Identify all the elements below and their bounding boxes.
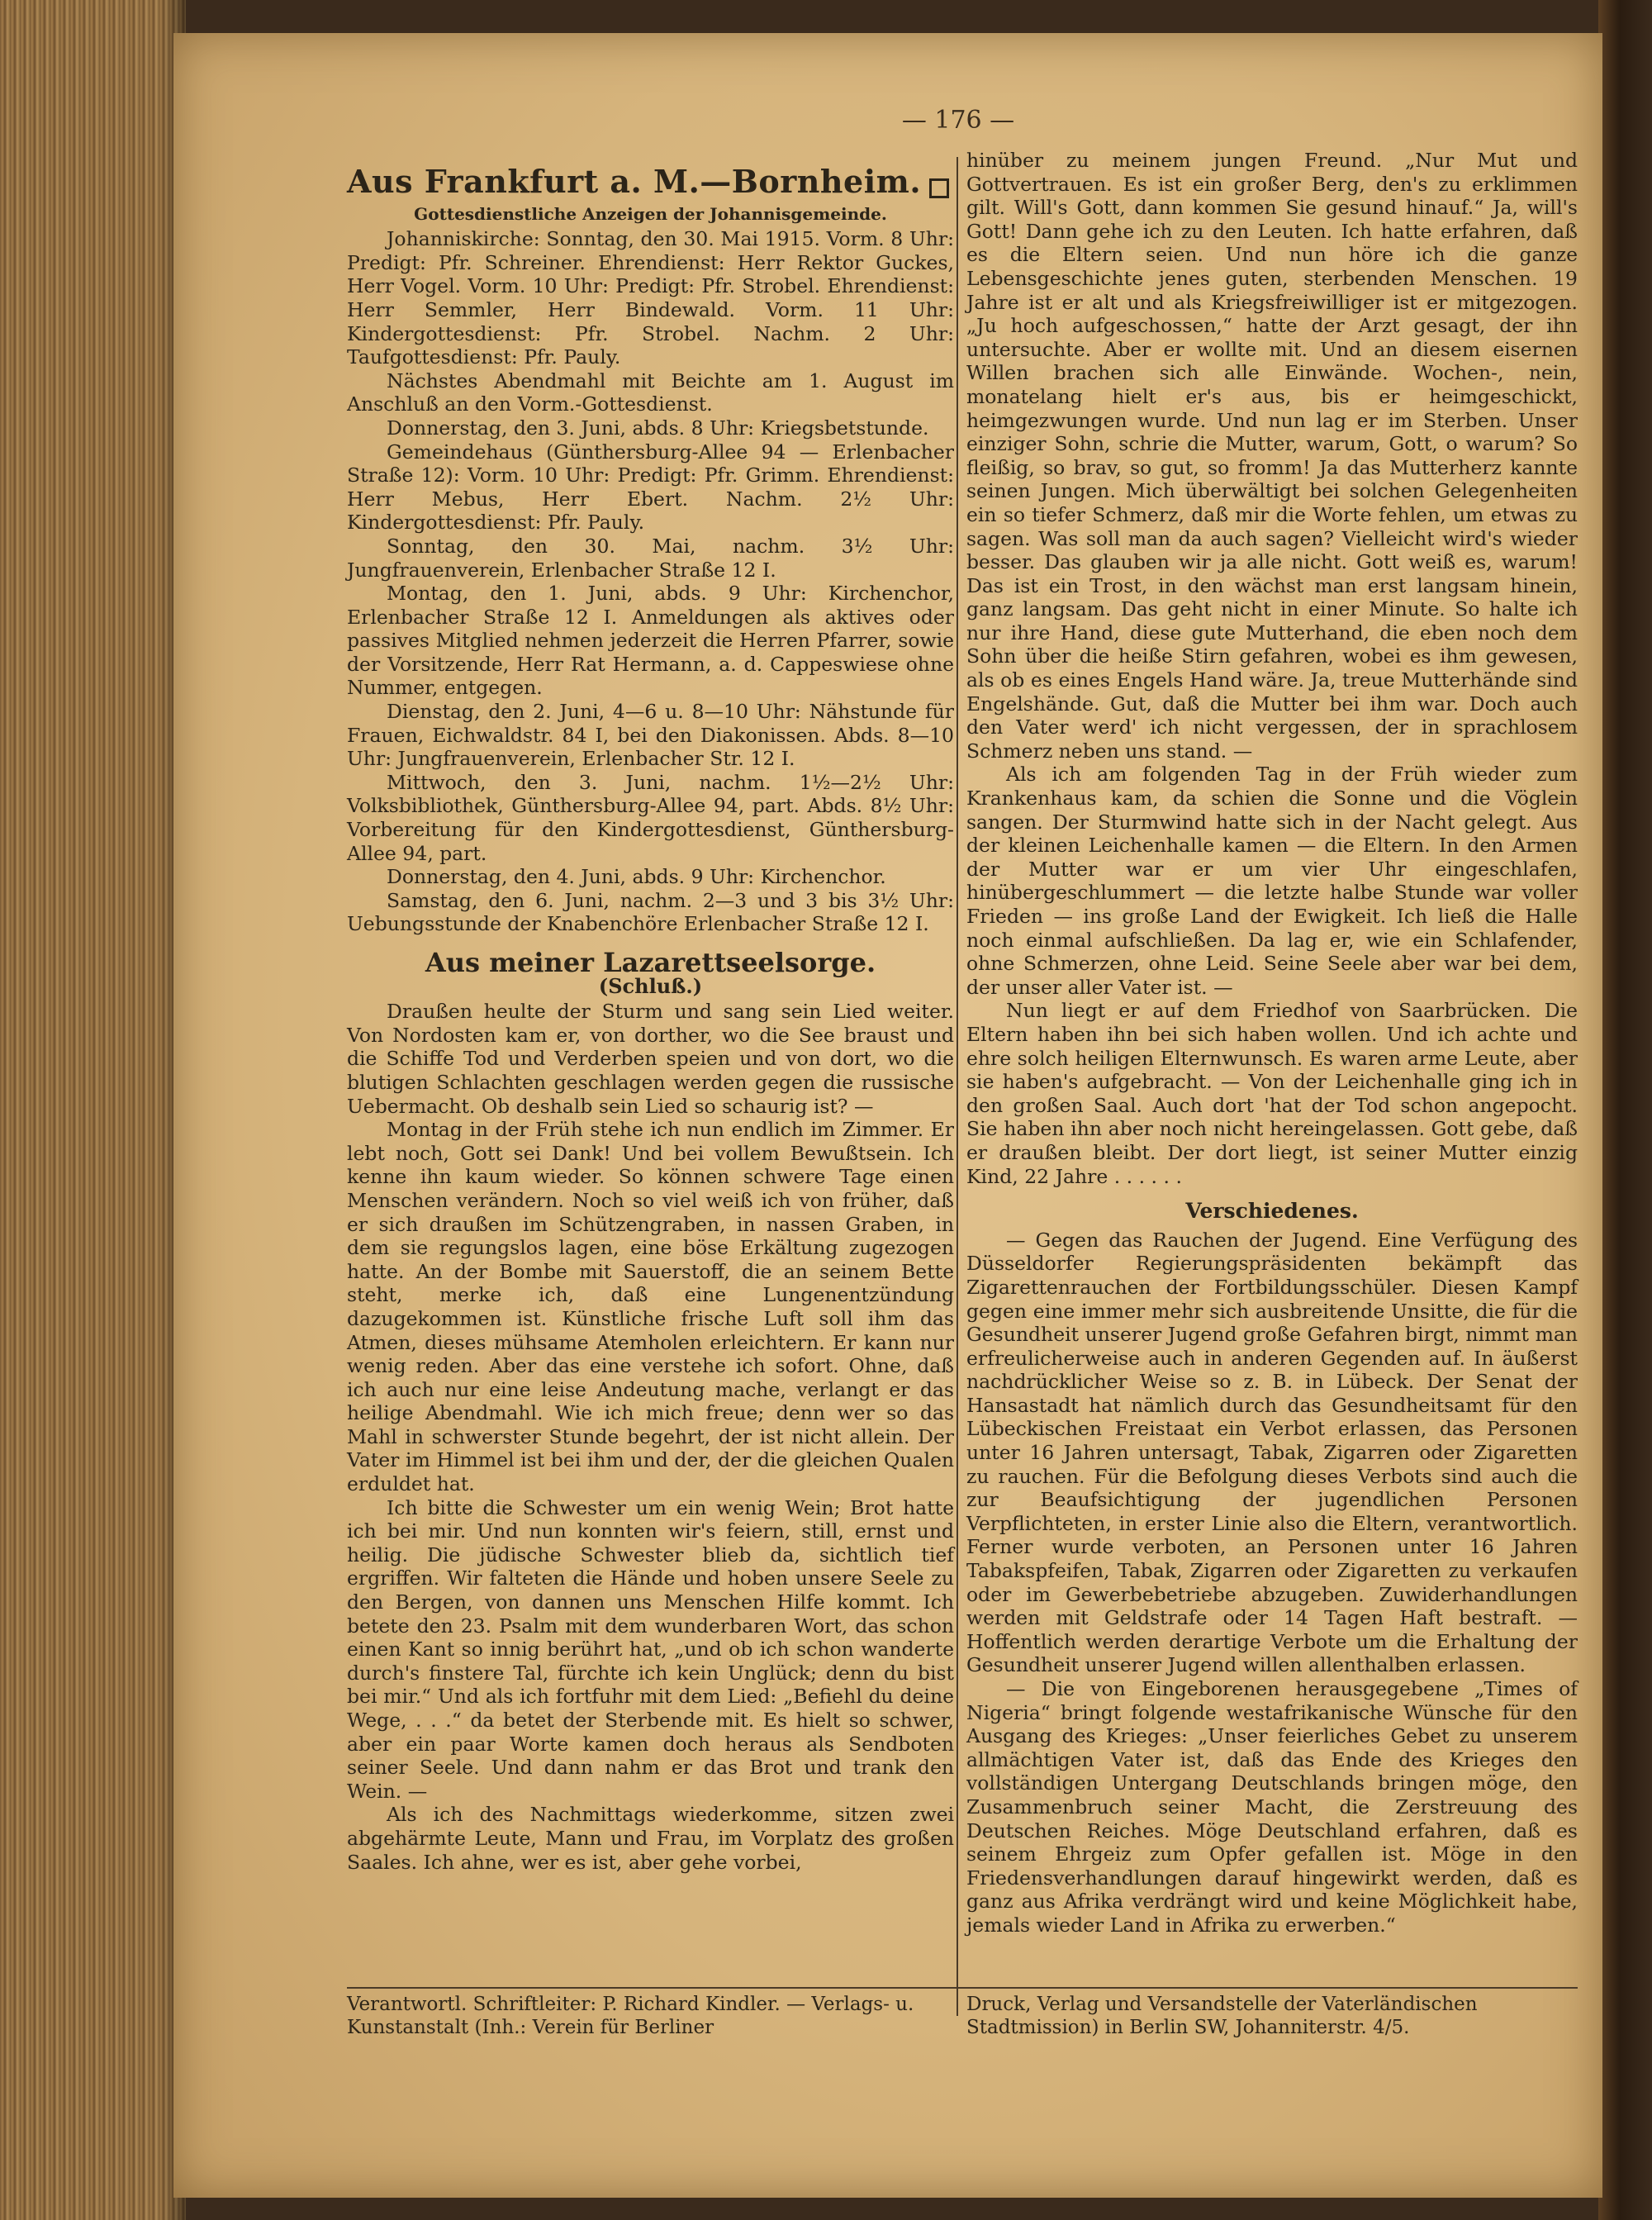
article-paragraph: Draußen heulte der Sturm und sang sein Lied weiter. Von Nordosten kam er, von dorther, wo die See braust und die Schiffe Tod und Verderben speien und von dort, wo die blutigen Schlachten geschlagen werden gegen die russische Uebermacht. Ob deshalb sein Lied so schaurig ist? —: [347, 1000, 954, 1118]
right-column: [966, 149, 1578, 1937]
misc-title: Verschiedenes.: [1185, 1199, 1359, 1224]
article-paragraph: hinüber zu meinem jungen Freund. „Nur Mut und Gottvertrauen. Es ist ein großer Berg, den's zu erklimmen gilt. Will's Gott, dann kommen Sie gesund hinauf.“ Ja, will's Gott! Dann gehe ich zu den Leuten. Ich hatte erfahren, daß es die Eltern seien. Und nun höre ich die ganze Lebensgeschichte jenes guten, sterbenden Menschen. 19 Jahre ist er alt und als Kriegsfreiwilliger ist er mitgezogen. „Ju hoch aufgeschossen,“ hatte der Arzt gesagt, der ihn untersuchte. Aber er wollte mit. Und an diesem eisernen Willen brachen sich alle Einwände. Wochen-, nein, monatelang hielt er's aus, bis er heimgeschickt, heimgezwungen wurde. Und nun lag er im Sterben. Unser einziger Sohn, schrie die Mutter, warum, Gott, o warum? So fleißig, so brav, so gut, so fromm! Ja das Mutterherz kannte seinen Jungen. Mich überwältigt bei solchen Gelegenheiten ein so tiefer Schmerz, daß mir die Worte fehlen, um etwas zu sagen. Was soll man da auch sagen? Vielleicht wird's wieder besser. Das glauben wir ja alle nicht. Gott weiß es, warum! Das ist ein Trost, in den wächst man erst langsam hinein, ganz langsam. Das geht nicht in einer Minute. So halte ich nur ihre Hand, diese gute Mutterhand, die eben noch dem Sohn über die heiße Stirn gefahren, wobei es ihm gewesen, als ob es eines Engels Hand wäre. Ja, treue Mutterhände sind Engelshände. Gut, daß die Mutter bei ihm war. Doch auch den Vater werd' ich nicht vergessen, der in sprachlosem Schmerz neben uns stand. —: [966, 149, 1578, 763]
announcement-paragraph: Donnerstag, den 4. Juni, abds. 9 Uhr: Kirchenchor.: [387, 865, 886, 889]
article-title: Aus meiner Lazarettseelsorge.: [425, 947, 876, 978]
misc-paragraph: — Die von Eingeborenen herausgegebene „Times of Nigeria“ bringt folgende westafrikanische Wünsche für den Ausgang des Krieges: „Unser feierliches Gebet zu unserem allmächtigen Vater ist, daß das Ende des Krieges den vollständigen Untergang Deutschlands bringen möge, den Zusammenbruch seiner Macht, die Zerstreuung des Deutschen Reiches. Möge Deutschland erfahren, daß es seinem Ehrgeiz zum Opfer gefallen ist. Möge in den Friedensverhandlungen darauf hingewirkt werden, daß es ganz aus Afrika verdrängt wird und keine Möglichkeit habe, jemals wieder Land in Afrika zu erwerben.“: [966, 1677, 1578, 1937]
announcement-paragraph: Donnerstag, den 3. Juni, abds. 8 Uhr: Kriegsbetstunde.: [387, 416, 929, 440]
article-paragraph: Als ich am folgenden Tag in der Früh wieder zum Krankenhaus kam, da schien die Sonne und die Vöglein sangen. Der Sturmwind hatte sich in der Nacht gelegt. Aus der kleinen Leichenhalle kamen — die Eltern. In den Armen der Mutter war er um vier Uhr eingeschlafen, hinübergeschlummert — die letzte halbe Stunde war voller Frieden — ins große Land der Ewigkeit. Ich ließ die Halle noch einmal aufschließen. Da lag er, wie ein Schlafender, ohne Schmerzen, ohne Leid. Seine Seele aber war bei dem, der unser aller Vater ist. —: [966, 763, 1578, 999]
article-paragraph: Ich bitte die Schwester um ein wenig Wein; Brot hatte ich bei mir. Und nun konnten wir's feiern, still, ernst und heilig. Die jüdische Schwester blieb da, sichtlich tief ergriffen. Wir falteten die Hände und hoben unsere Seele zu den Bergen, von dannen uns Menschen Hilfe kommt. Ich betete den 23. Psalm mit dem wunderbaren Wort, das schon einen Kant so innig berührt hat, „und ob ich schon wanderte durch's finstere Tal, fürchte ich kein Unglück; denn du bist bei mir.“ Und als ich fortfuhr mit dem Lied: „Befiehl du deine Wege, . . .“ da betet der Sterbende mit. Es hielt so schwer, aber ein paar Worte kamen doch heraus als Sendboten seiner Seele. Und dann nahm er das Brot und trank den Wein. —: [347, 1495, 954, 1803]
section-subheading: Gottesdienstliche Anzeigen der Johannisgemeinde.: [414, 203, 887, 224]
imprint-right: Druck, Verlag und Versandstelle der Vaterländischen Stadtmission) in Berlin SW, Johanniterstr. 4/5.: [966, 1994, 1478, 2038]
article-body: [347, 1000, 954, 1874]
announcement-paragraph: Nächstes Abendmahl mit Beichte am 1. August im Anschluß an den Vorm.-Gottesdienst.: [347, 368, 954, 416]
announcements: [347, 227, 954, 936]
article-continuation: [966, 149, 1578, 1188]
section-title: Aus Frankfurt a. M.—Bornheim.: [347, 170, 954, 194]
book-page-stack: [0, 0, 186, 2220]
page-number: — 176 —: [901, 106, 1015, 135]
announcement-paragraph: Johanniskirche: Sonntag, den 30. Mai 1915. Vorm. 8 Uhr: Predigt: Pfr. Schreiner. Ehrendienst: Herr Rektor Guckes, Herr Vogel. Vorm. 10 Uhr: Predigt: Pfr. Strobel. Ehrendienst: Herr Semmler, Herr Bindewald. Vorm. 11 Uhr: Kindergottesdienst: Pfr. Strobel. Nachm. 2 Uhr: Taufgottesdienst: Pfr. Pauly.: [347, 227, 954, 369]
article-paragraph: Als ich des Nachmittags wiederkomme, sitzen zwei abgehärmte Leute, Mann und Frau, im Vorplatz des großen Saales. Ich ahne, wer es ist, aber gehe vorbei,: [347, 1803, 954, 1874]
announcement-paragraph: Montag, den 1. Juni, abds. 9 Uhr: Kirchenchor, Erlenbacher Straße 12 I. Anmeldungen als aktives oder passives Mitglied nehmen jederzeit die Herren Pfarrer, sowie der Vorsitzende, Herr Rat Hermann, a. d. Cappeswiese ohne Nummer, entgegen.: [347, 582, 954, 700]
announcement-paragraph: Sonntag, den 30. Mai, nachm. 3½ Uhr: Jungfrauenverein, Erlenbacher Straße 12 I.: [347, 534, 954, 582]
article-paragraph: Nun liegt er auf dem Friedhof von Saarbrücken. Die Eltern haben ihn bei sich haben wollen. Und ich achte und ehre solch heiligen Elternwunsch. Es waren arme Leute, aber sie haben's aufgebracht. — Von der Leichenhalle ging ich in den großen Saal. Auch dort 'hat der Tod schon angepocht. Sie haben ihn aber noch nicht hereingelassen. Gott gebe, daß er draußen bleibt. Der dort liegt, ist seiner Mutter einzig Kind, 22 Jahre . . . . . .: [966, 999, 1578, 1188]
imprint-left: Verantwortl. Schriftleiter: P. Richard Kindler. — Verlags- u. Kunstanstalt (Inh.: Verein für Berliner: [347, 1994, 914, 2038]
announcement-paragraph: Mittwoch, den 3. Juni, nachm. 1½—2½ Uhr: Volksbibliothek, Günthersburg-Allee 94, part. Abds. 8½ Uhr: Vorbereitung für den Kindergottesdienst, Günthersburg-Allee 94, part.: [347, 770, 954, 865]
box-ornament-icon: [929, 178, 949, 198]
article-subtitle: (Schluß.): [598, 973, 703, 998]
announcement-paragraph: Gemeindehaus (Günthersburg-Allee 94 — Erlenbacher Straße 12): Vorm. 10 Uhr: Predigt: Pfr. Grimm. Ehrendienst: Herr Mebus, Herr Ebert. Nachm. 2½ Uhr: Kindergottesdienst: Pfr. Pauly.: [347, 440, 954, 535]
book-right-edge: [1598, 0, 1652, 2220]
left-column: [347, 165, 954, 1874]
article-paragraph: Montag in der Früh stehe ich nun endlich im Zimmer. Er lebt noch, Gott sei Dank! Und bei vollem Bewußtsein. Ich kenne ihn kaum wieder. So können schwere Tage einen Menschen verändern. Noch so viel weiß ich von früher, daß er sich draußen im Schützengraben, in nassen Graben, in dem sie regungslos lagen, eine böse Erkältung zugezogen hatte. An der Bombe mit Sauerstoff, die an seinem Bette steht, merke ich, daß eine Lungenentzündung dazugekommen ist. Künstliche frische Luft soll ihm das Atmen, dieses mühsame Atemholen erleichtern. Er kann nur wenig reden. Aber das eine verstehe ich sofort. Ohne, daß ich auch nur eine leise Andeutung mache, verlangt er das heilige Abendmahl. Wie ich mich freue; denn wer so das Mahl in schwerster Stunde begehrt, der ist nicht allein. Der Vater im Himmel ist bei ihm und der, der die gleichen Qualen erduldet hat.: [347, 1118, 954, 1496]
announcement-paragraph: Dienstag, den 2. Juni, 4—6 u. 8—10 Uhr: Nähstunde für Frauen, Eichwaldstr. 84 I, bei den Diakonissen. Abds. 8—10 Uhr: Jungfrauenverein, Erlenbacher Str. 12 I.: [347, 700, 954, 771]
announcement-paragraph: Samstag, den 6. Juni, nachm. 2—3 und 3 bis 3½ Uhr: Uebungsstunde der Knabenchöre Erlenbacher Straße 12 I.: [347, 888, 954, 936]
footer-rule: [347, 1987, 1578, 1989]
column-divider: [957, 157, 958, 2016]
misc-body: [966, 1229, 1578, 1937]
misc-paragraph: — Gegen das Rauchen der Jugend. Eine Verfügung des Düsseldorfer Regierungspräsidenten bekämpft das Zigarettenrauchen der Fortbildungsschüler. Diesen Kampf gegen eine immer mehr sich ausbreitende Unsitte, die für die Gesundheit unserer Jugend große Gefahren birgt, nimmt man erfreulicherweise auch in anderen Gegenden auf. In äußerst nachdrücklicher Weise so z. B. in Lübeck. Der Senat der Hansastadt hat nämlich durch das Gesundheitsamt für den Lübeckischen Freistaat ein Verbot erlassen, das Personen unter 16 Jahren untersagt, Tabak, Zigarren oder Zigaretten zu rauchen. Für die Befolgung dieses Verbots sind auch die zur Beaufsichtigung der jugendlichen Personen Verpflichteten, in erster Linie also die Eltern, verantwortlich. Ferner wurde verboten, an Personen unter 16 Jahren Tabakspfeifen, Tabak, Zigarren oder Zigaretten zu verkaufen oder im Gewerbebetriebe abzugeben. Zuwiderhandlungen werden mit Geldstrafe oder 14 Tagen Haft bestraft. — Hoffentlich werden derartige Verbote um die Erhaltung der Gesundheit unserer Jugend willen allenthalben erlassen.: [966, 1228, 1578, 1677]
